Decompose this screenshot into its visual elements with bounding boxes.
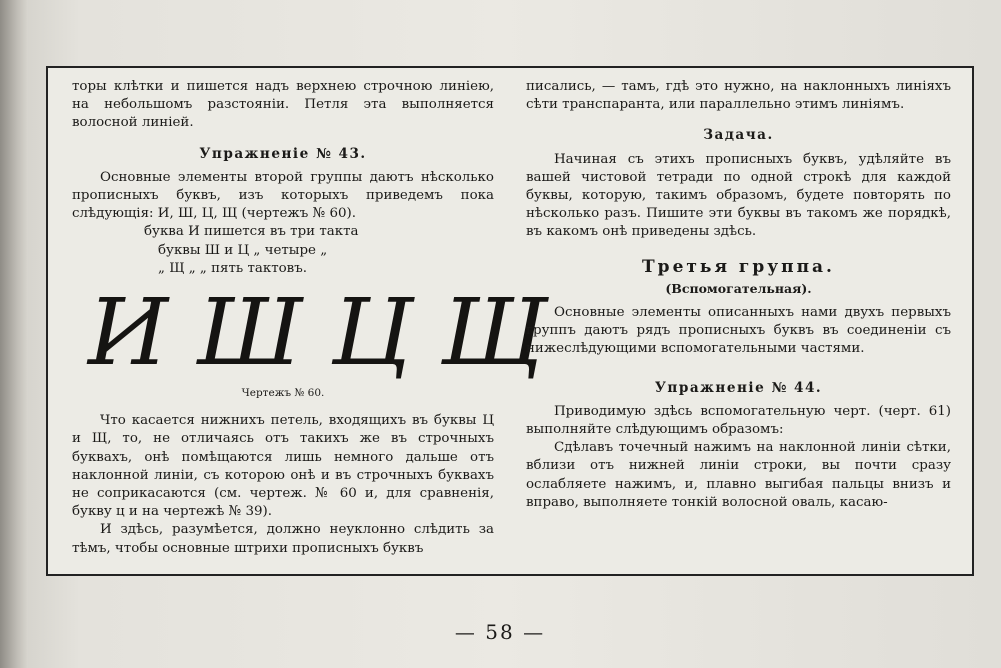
tact-line-3: „ Щ „ „ пять тактовъ. [158, 260, 307, 276]
tact-line-2: буквы Ш и Ц „ четыре „ [158, 242, 328, 258]
right-paragraph-4: Приводимую здѣсь вспомогательную черт. (черт. 61) выполняйте слѣдующимъ образомъ: [526, 403, 951, 438]
figure-caption: Чертежъ № 60. [241, 387, 325, 400]
right-paragraph-2: Начиная съ этихъ прописныхъ буквъ, удѣляйте въ вашей чистовой тетради по одной строкѣ для каждой буквы, которую, такимъ образомъ, будете повторять по нѣсколько разъ. Пишите эти буквы въ такомъ же порядкѣ, въ какомъ онѣ приведены здѣсь. [526, 151, 951, 240]
right-paragraph-3: Основные элементы описанныхъ нами двухъ первыхъ группъ даютъ рядъ прописныхъ буквъ въ соединеніи съ нижеслѣдующими вспомогательными частями. [526, 305, 951, 357]
right-paragraph-5: Сдѣлавъ точечный нажимъ на наклонной линіи сѣтки, вблизи отъ нижней линіи строки, вы почти сразу ослабляете нажимъ, и, плавно выгибая пальцы внизъ и вправо, выполняете тонкій волосной оваль, касаю- [526, 440, 951, 510]
cursive-letters-text: И Ш Ц Щ [88, 279, 547, 387]
left-paragraph-4: И здѣсь, разумѣется, должно неуклонно слѣдить за тѣмъ, чтобы основные штрихи прописныхъ буквъ [72, 522, 494, 556]
third-group-subtitle: (Вспомогательная). [665, 280, 812, 296]
left-paragraph-3: Что касается нижнихъ петель, входящихъ въ буквы Ц и Щ, то, не отличаясь отъ такихъ же въ строчныхъ буквахъ, онѣ помѣщаются лишь немного дальше отъ наклонной линіи, съ которою онѣ и въ строчныхъ буквахъ не соприкасаются (см. чертеж. № 60 и, для сравненія, букву ц и на чертежѣ № 39). [72, 413, 494, 520]
left-paragraph-1: торы клѣтки и пишется надъ верхнею строчною линіею, на небольшомъ разстояніи. Петля эта выполняется волосной линіей. [72, 79, 494, 131]
page-frame [46, 66, 974, 576]
right-column [526, 78, 951, 512]
exercise-43-heading: Упражненіе № 43. [199, 145, 367, 162]
left-paragraph-2: Основные элементы второй группы даютъ нѣсколько прописныхъ буквъ, изъ которыхъ приведемъ пока слѣдующія: И, Ш, Ц, Щ (чертежъ № 60). [72, 169, 494, 222]
cursive-letters-illustration [80, 279, 547, 387]
exercise-44-heading: Упражненіе № 44. [654, 379, 823, 396]
task-heading: Задача. [703, 127, 774, 144]
left-column [72, 78, 547, 558]
tact-line-1: буква И пишется въ три такта [144, 224, 359, 240]
script-letters-figure [80, 279, 547, 387]
third-group-heading: Третья группа. [642, 256, 835, 277]
right-paragraph-1: писались, — тамъ, гдѣ это нужно, на наклонныхъ линіяхъ сѣти транспаранта, или параллельно этимъ линіямъ. [526, 79, 951, 113]
page-number: — 58 — [454, 620, 546, 644]
book-spine-shadow [0, 0, 28, 668]
